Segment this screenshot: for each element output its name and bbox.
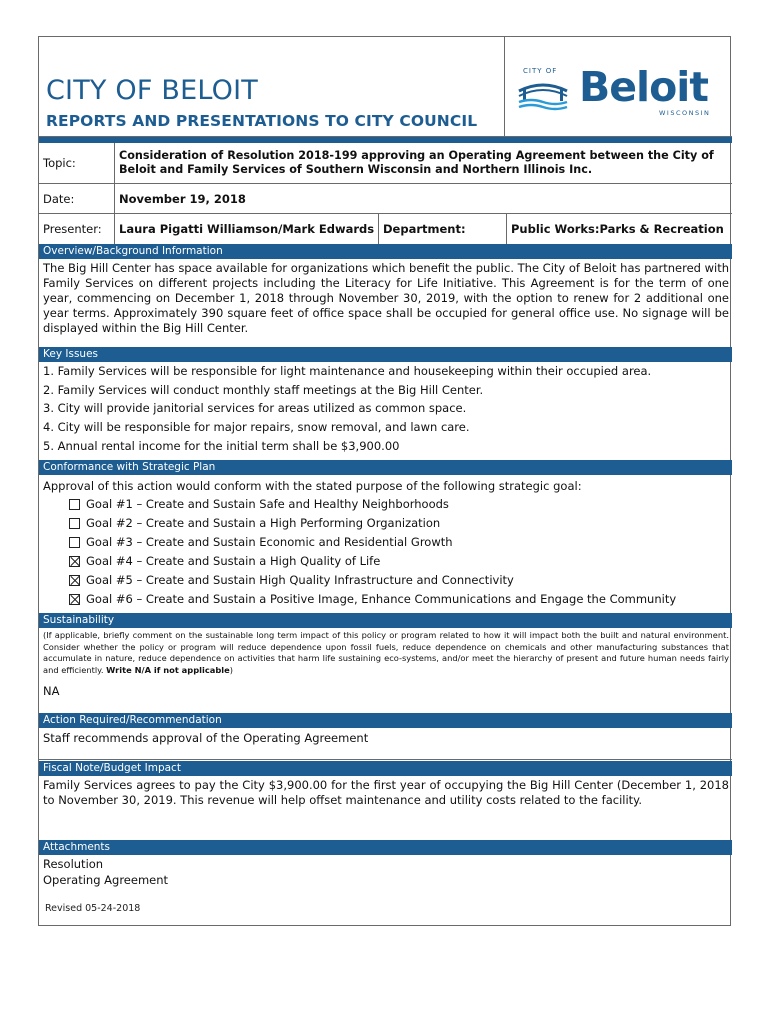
goal-label: Goal #5 – Create and Sustain High Quality Infrastructure and Connectivity — [86, 573, 514, 587]
key-issue-item: 5. Annual rental income for the initial term shall be $3,900.00 — [43, 439, 400, 453]
logo-state: WISCONSIN — [659, 109, 711, 117]
attachment-item: Resolution — [43, 857, 104, 871]
goal-label: Goal #6 – Create and Sustain a Positive Image, Enhance Communications and Engage the Community — [86, 592, 677, 606]
conformance-intro: Approval of this action would conform with the stated purpose of the following strategic goal: — [43, 479, 582, 493]
goal-checkbox[interactable] — [69, 499, 80, 510]
form-header — [39, 37, 732, 137]
department-label: Department: — [379, 214, 507, 244]
date-value: November 19, 2018 — [119, 191, 246, 206]
goal-checkbox[interactable] — [69, 537, 80, 548]
action-separator — [39, 759, 732, 760]
action-text: Staff recommends approval of the Operating Agreement — [43, 731, 369, 745]
goal-label: Goal #3 – Create and Sustain Economic and Residential Growth — [86, 535, 453, 549]
presenter-value: Laura Pigatti Williamson/Mark Edwards — [115, 214, 379, 244]
key-issue-item: 1. Family Services will be responsible for light maintenance and housekeeping within their occupied area. — [43, 364, 652, 378]
header-title-area — [39, 37, 504, 136]
presenter-row — [39, 214, 732, 244]
goal-label: Goal #2 – Create and Sustain a High Performing Organization — [86, 516, 441, 530]
overview-text: The Big Hill Center has space available for organizations which benefit the public. The City of Beloit has partnered with Family Services on different projects including the Literacy for Life Initiative. This Agreement is for the term of one year, commencing on December 1, 2018 through November 30, 2019, with the option to renew for 2 additional one year terms. Approximately 390 square feet of office space shall be occupied for general office use. No signage will be displayed within the Big Hill Center. — [43, 261, 730, 335]
action-heading: Action Required/Recommendation — [39, 713, 732, 728]
beloit-logo — [517, 61, 717, 121]
goal-checkbox[interactable] — [69, 594, 80, 605]
goal-label: Goal #4 – Create and Sustain a High Quality of Life — [86, 554, 381, 568]
presenter-label: Presenter: — [39, 214, 115, 244]
topic-row — [39, 143, 732, 184]
goal-item-2 — [69, 516, 440, 531]
logo-city-text: CITY OF — [523, 67, 558, 75]
key-issue-item: 2. Family Services will conduct monthly staff meetings at the Big Hill Center. — [43, 383, 484, 397]
revised-date: Revised 05-24-2018 — [45, 903, 141, 914]
sustainability-heading: Sustainability — [39, 613, 732, 628]
goal-item-4 — [69, 554, 380, 569]
city-title: CITY OF BELOIT — [46, 75, 258, 106]
sustainability-instructions — [43, 630, 729, 676]
overview-heading: Overview/Background Information — [39, 244, 732, 259]
logo-name: Beloit — [579, 63, 708, 111]
goal-item-5 — [69, 573, 514, 588]
instructions-bold: Write N/A if not applicable — [106, 664, 230, 675]
instructions-end: ) — [229, 664, 234, 675]
sustainability-value: NA — [43, 684, 60, 698]
goal-label: Goal #1 – Create and Sustain Safe and Healthy Neighborhoods — [86, 497, 449, 511]
attachments-heading: Attachments — [39, 840, 732, 855]
key-issue-item: 3. City will provide janitorial services for areas utilized as common space. — [43, 401, 467, 415]
goal-item-3 — [69, 535, 453, 550]
goal-checkbox[interactable] — [69, 518, 80, 529]
header-divider — [504, 37, 505, 136]
topic-value: Consideration of Resolution 2018-199 approving an Operating Agreement between the City of Beloit and Family Services of Southern Wisconsin and Northern Illinois Inc. — [119, 149, 714, 176]
report-subtitle: REPORTS AND PRESENTATIONS TO CITY COUNCIL — [46, 112, 478, 130]
date-label: Date: — [39, 184, 115, 213]
goal-item-1 — [69, 497, 449, 512]
fiscal-text: Family Services agrees to pay the City $3,900.00 for the first year of occupying the Big Hill Center (December 1, 2018 to November 30, 2019. This revenue will help offset maintenance and utility costs related to the facility. — [43, 778, 729, 807]
instructions-text: (If applicable, briefly comment on the sustainable long term impact of this policy or program related to how it will impact both the built and natural environment. Consider whether the policy or program will reduce dependence upon fossil fuels, reduce dependence on chemicals and other manufacturing substances that accumulate in nature, reduce dependence on activities that harm life sustaining eco-systems, and/or meet the hierarchy of present and future human needs fairly and efficiently. — [43, 630, 729, 675]
bridge-icon — [517, 75, 569, 111]
key-issue-item: 4. City will be responsible for major repairs, snow removal, and lawn care. — [43, 420, 470, 434]
date-row — [39, 184, 732, 214]
fiscal-heading: Fiscal Note/Budget Impact — [39, 761, 732, 776]
key-issues-heading: Key Issues — [39, 347, 732, 362]
goal-item-6 — [69, 592, 676, 607]
report-form — [38, 36, 731, 926]
department-value: Public Works:Parks & Recreation — [511, 222, 724, 236]
conformance-heading: Conformance with Strategic Plan — [39, 460, 732, 475]
attachment-item: Operating Agreement — [43, 873, 169, 887]
goal-checkbox[interactable] — [69, 556, 80, 567]
topic-label: Topic: — [39, 143, 115, 183]
goal-checkbox[interactable] — [69, 575, 80, 586]
